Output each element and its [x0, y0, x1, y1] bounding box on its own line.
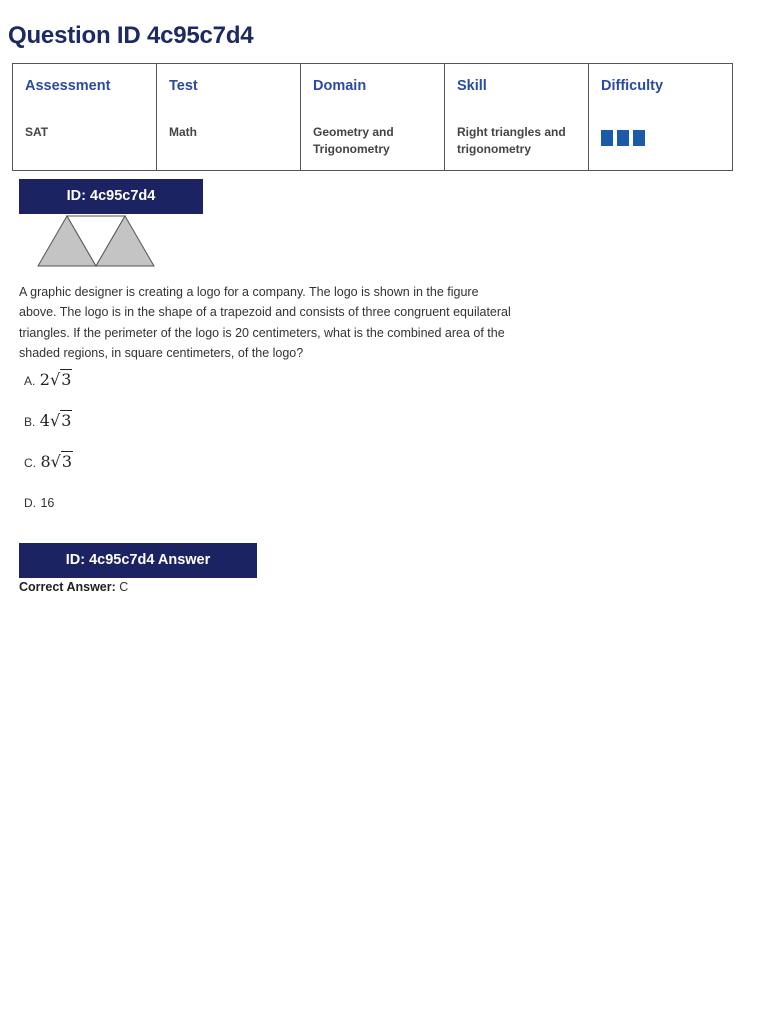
assessment-value: SAT: [25, 125, 49, 139]
question-metadata-table: [12, 63, 733, 171]
domain-value: Geometry and Trigonometry: [313, 125, 394, 156]
difficulty-bar: [601, 130, 613, 146]
test-cell: [157, 64, 301, 171]
square-root-icon: √: [50, 452, 61, 471]
square-root-icon: √: [49, 411, 61, 430]
skill-header: Skill: [457, 78, 487, 94]
choice-a-radicand: 3: [61, 370, 72, 389]
square-root-icon: √: [49, 370, 61, 389]
page-title: Question ID 4c95c7d4: [8, 22, 254, 49]
choice-a-coefficient: 2: [39, 370, 50, 389]
assessment-cell: [13, 64, 157, 171]
skill-cell: [445, 64, 589, 171]
choice-c[interactable]: [24, 452, 73, 474]
difficulty-header: Difficulty: [601, 78, 664, 94]
correct-answer-label: Correct Answer:: [19, 580, 116, 594]
choice-a[interactable]: [24, 370, 72, 392]
skill-value: Right triangles and trigonometry: [457, 125, 566, 156]
difficulty-indicator: [601, 130, 720, 146]
choice-b-letter: B.: [24, 415, 36, 429]
choice-b-coefficient: 4: [39, 411, 50, 430]
choice-d-value: 16: [40, 496, 55, 510]
difficulty-bar: [617, 130, 629, 146]
test-value: Math: [169, 125, 197, 139]
choice-d[interactable]: [24, 494, 54, 516]
assessment-header: Assessment: [25, 78, 111, 94]
choice-b[interactable]: [24, 411, 72, 433]
difficulty-bar: [633, 130, 645, 146]
test-header: Test: [169, 78, 198, 94]
choice-c-coefficient: 8: [40, 452, 51, 471]
choice-b-radicand: 3: [61, 411, 72, 430]
question-id-banner: ID: 4c95c7d4: [19, 179, 203, 214]
metadata-row: [13, 64, 733, 171]
logo-figure: [36, 213, 158, 269]
answer-id-banner: ID: 4c95c7d4 Answer: [19, 543, 257, 578]
choice-c-letter: C.: [24, 456, 36, 470]
choice-c-radicand: 3: [61, 452, 73, 471]
question-text: A graphic designer is creating a logo for a company. The logo is shown in the figure above. The logo is in the shape of a trapezoid and consists of three congruent equilateral triangles. If the perimeter of the logo is 20 centimeters, what is the combined area of the shaded regions, in square centimeters, of the logo?: [19, 285, 511, 361]
choice-d-letter: D.: [24, 496, 36, 510]
domain-cell: [301, 64, 445, 171]
domain-header: Domain: [313, 78, 367, 94]
choice-a-letter: A.: [24, 374, 36, 388]
difficulty-cell: [589, 64, 733, 171]
correct-answer-line: [19, 580, 128, 594]
correct-answer-value: C: [119, 580, 129, 594]
